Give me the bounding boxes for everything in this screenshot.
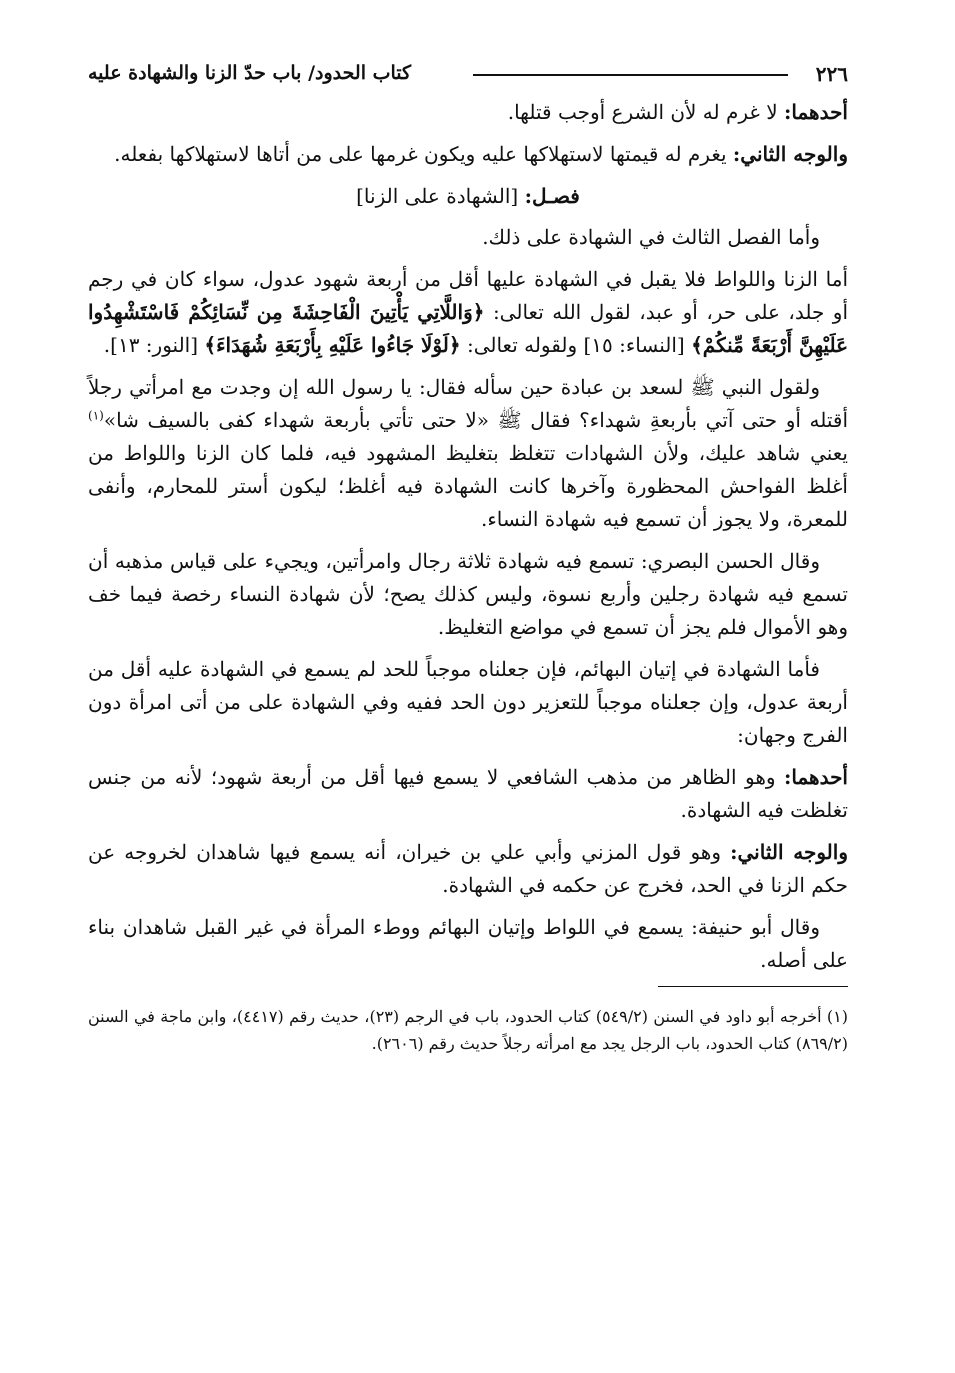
footnote-marker[interactable]: (١) (88, 408, 104, 423)
page-header (88, 58, 848, 96)
quran-verse: ﴿وَاللَّاتِي يَأْتِينَ الْفَاحِشَةَ مِن نِّسَائِكُمْ فَاسْتَشْهِدُوا عَلَيْهِنَّ أَرْبَعَةً مِّنكُمْ﴾ (88, 300, 848, 357)
paragraph-text: لا غرم له لأن الشرع أوجب قتلها. (507, 100, 784, 124)
paragraph-hasan-basri: وقال الحسن البصري: تسمع فيه شهادة ثلاثة رجال وامرأتين، ويجيء على قياس مذهبه أن تسمع فيه شهادة رجلين وأربع نسوة، وليس كذلك يصح؛ لأن شهادة النساء رخصة فيما خف وهو الأموال فلم يجز أن تسمع في مواضع التغليظ. (88, 549, 848, 639)
paragraph-text: ولقول النبي ﷺ لسعد بن عبادة حين سأله فقال: يا رسول الله إن وجدت مع امرأتي رجلاً أقتله أو حتى آتي بأربعةِ شهداء؟ فقال ﷺ «لا حتى تأتي بأربعة شهداء كفى بالسيف شا» (88, 375, 848, 432)
paragraph-animals: فأما الشهادة في إتيان البهائم، فإن جعلناه موجباً للحد لم يسمع في الشهادة عليه أقل من أربعة عدول، وإن جعلناه موجباً للتعزير دون الحد ففيه وفي الشهادة على من أتى امرأة دون الفرج وجهان: (88, 657, 848, 747)
section-heading (88, 180, 848, 213)
paragraph-abu-hanifa: وقال أبو حنيفة: يسمع في اللواط وإتيان البهائم ووطء المرأة في غير القبل شاهدان بناء على أصله. (88, 915, 848, 972)
running-title: كتاب الحدود/ باب حدّ الزنا والشهادة عليه (88, 62, 412, 84)
paragraph-lead: والوجه الثاني: (730, 840, 848, 864)
paragraph-first-opinion (88, 96, 848, 129)
paragraph-text: [النساء: ١٥] ولقوله تعالى: (460, 333, 692, 357)
paragraph-four-witnesses (88, 263, 848, 362)
page-number: ٢٢٦ (815, 62, 848, 86)
paragraph-first-view (88, 761, 848, 827)
paragraph-lead: أحدهما: (783, 100, 848, 124)
section-label: فصـل: (524, 184, 580, 208)
paragraph-second-view (88, 836, 848, 902)
paragraph-text: [النور: ١٣]. (103, 333, 205, 357)
paragraph-text: وهو الظاهر من مذهب الشافعي لا يسمع فيها أقل من أربعة شهود؛ لأنه من جنس تغلظت فيه الشهادة. (88, 765, 848, 822)
paragraph-text: أما الزنا واللواط فلا يقبل في الشهادة عليها أقل من أربعة شهود عدول، سواء كان في رجم أو جلد، على حر، أو عبد، لقول الله تعالى: (88, 267, 848, 324)
book-page (88, 58, 848, 1073)
section-title: [الشهادة على الزنا] (356, 184, 525, 208)
paragraph-third-chapter: وأما الفصل الثالث في الشهادة على ذلك. (482, 225, 820, 249)
paragraph-text: يغرم له قيمتها لاستهلاكها عليه ويكون غرمها على من أتاها لاستهلاكها بفعله. (114, 142, 733, 166)
paragraph-text: وهو قول المزني وأبي علي بن خيران، أنه يسمع فيها شاهدان لخروجه عن حكم الزنا في الحد، فخرج عن حكمه في الشهادة. (88, 840, 848, 897)
footnote-rule (658, 986, 848, 987)
paragraph-lead: أحدهما: (783, 765, 848, 789)
paragraph-hadith (88, 371, 848, 536)
header-rule (473, 74, 788, 76)
footnote: (١) أخرجه أبو داود في السنن (٥٤٩/٢) كتاب الحدود، باب في الرجم (٢٣)، حديث رقم (٤٤١٧)، وابن ماجة في السنن (٨٦٩/٢) كتاب الحدود، باب الرجل يجد مع امرأته رجلاً حديث رقم (٢٦٠٦). (88, 1007, 848, 1053)
paragraph-text: يعني شاهد عليك، ولأن الشهادات تتغلظ بتغليظ المشهود فيه، فلما كان الزنا واللواط من أغلظ الفواحش المحظورة وآخرها كانت الشهادة فيه أغلظ؛ ليكون أستر للمحارم، وأنفى للمعرة، ولا يجوز أن تسمع فيه شهادة النساء. (88, 441, 848, 531)
paragraph-lead: والوجه الثاني: (732, 142, 848, 166)
paragraph-second-opinion (88, 138, 848, 171)
quran-verse: ﴿لَوْلَا جَاءُوا عَلَيْهِ بِأَرْبَعَةِ شُهَدَاءَ﴾ (204, 333, 461, 357)
